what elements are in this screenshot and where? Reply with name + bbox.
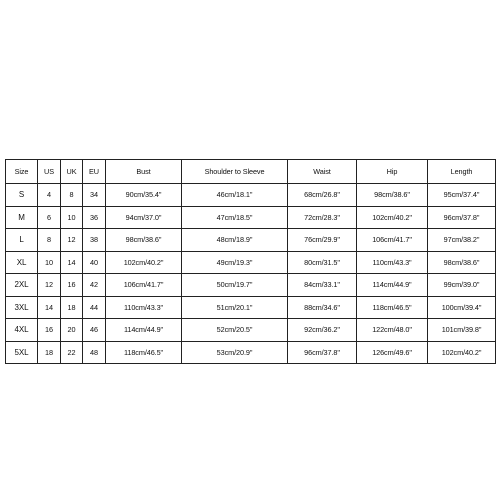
cell-waist: 96cm/37.8" <box>288 341 357 364</box>
cell-length: 100cm/39.4" <box>428 296 496 319</box>
cell-shoulder-to-sleeve: 47cm/18.5" <box>182 206 288 229</box>
cell-waist: 88cm/34.6" <box>288 296 357 319</box>
table-row <box>6 319 496 342</box>
cell-eu: 40 <box>83 251 106 274</box>
cell-bust: 106cm/41.7" <box>106 274 182 297</box>
cell-waist: 92cm/36.2" <box>288 319 357 342</box>
table-row <box>6 296 496 319</box>
cell-waist: 80cm/31.5" <box>288 251 357 274</box>
cell-eu: 44 <box>83 296 106 319</box>
header-us: US <box>38 160 61 184</box>
cell-size: 5XL <box>6 341 38 364</box>
table-row <box>6 274 496 297</box>
cell-uk: 8 <box>61 184 83 207</box>
cell-us: 8 <box>38 229 61 252</box>
cell-uk: 20 <box>61 319 83 342</box>
header-shoulder-to-sleeve: Shoulder to Sleeve <box>182 160 288 184</box>
cell-bust: 90cm/35.4" <box>106 184 182 207</box>
cell-size: 3XL <box>6 296 38 319</box>
cell-uk: 12 <box>61 229 83 252</box>
cell-us: 18 <box>38 341 61 364</box>
cell-bust: 98cm/38.6" <box>106 229 182 252</box>
cell-us: 16 <box>38 319 61 342</box>
cell-uk: 22 <box>61 341 83 364</box>
cell-shoulder-to-sleeve: 52cm/20.5" <box>182 319 288 342</box>
table-row <box>6 341 496 364</box>
header-uk: UK <box>61 160 83 184</box>
cell-uk: 14 <box>61 251 83 274</box>
cell-us: 10 <box>38 251 61 274</box>
cell-shoulder-to-sleeve: 46cm/18.1" <box>182 184 288 207</box>
cell-uk: 10 <box>61 206 83 229</box>
cell-length: 101cm/39.8" <box>428 319 496 342</box>
cell-uk: 18 <box>61 296 83 319</box>
cell-shoulder-to-sleeve: 53cm/20.9" <box>182 341 288 364</box>
size-rows <box>6 184 496 364</box>
cell-bust: 118cm/46.5" <box>106 341 182 364</box>
size-chart-table <box>5 159 496 364</box>
table-row <box>6 251 496 274</box>
cell-hip: 118cm/46.5" <box>357 296 428 319</box>
cell-us: 14 <box>38 296 61 319</box>
cell-length: 102cm/40.2" <box>428 341 496 364</box>
cell-shoulder-to-sleeve: 50cm/19.7" <box>182 274 288 297</box>
cell-bust: 114cm/44.9" <box>106 319 182 342</box>
cell-eu: 48 <box>83 341 106 364</box>
cell-waist: 68cm/26.8" <box>288 184 357 207</box>
cell-eu: 46 <box>83 319 106 342</box>
cell-eu: 42 <box>83 274 106 297</box>
cell-hip: 114cm/44.9" <box>357 274 428 297</box>
cell-size: L <box>6 229 38 252</box>
cell-hip: 102cm/40.2" <box>357 206 428 229</box>
cell-uk: 16 <box>61 274 83 297</box>
cell-size: 4XL <box>6 319 38 342</box>
cell-shoulder-to-sleeve: 49cm/19.3" <box>182 251 288 274</box>
cell-bust: 94cm/37.0" <box>106 206 182 229</box>
header-bust: Bust <box>106 160 182 184</box>
cell-shoulder-to-sleeve: 48cm/18.9" <box>182 229 288 252</box>
cell-hip: 106cm/41.7" <box>357 229 428 252</box>
cell-size: S <box>6 184 38 207</box>
cell-size: XL <box>6 251 38 274</box>
header-waist: Waist <box>288 160 357 184</box>
cell-hip: 110cm/43.3" <box>357 251 428 274</box>
cell-length: 95cm/37.4" <box>428 184 496 207</box>
header-eu: EU <box>83 160 106 184</box>
cell-eu: 36 <box>83 206 106 229</box>
cell-hip: 122cm/48.0" <box>357 319 428 342</box>
cell-size: 2XL <box>6 274 38 297</box>
cell-size: M <box>6 206 38 229</box>
table-row <box>6 184 496 207</box>
cell-length: 96cm/37.8" <box>428 206 496 229</box>
cell-us: 6 <box>38 206 61 229</box>
cell-length: 97cm/38.2" <box>428 229 496 252</box>
cell-eu: 38 <box>83 229 106 252</box>
header-hip: Hip <box>357 160 428 184</box>
header-size: Size <box>6 160 38 184</box>
header-row <box>6 160 496 184</box>
table-row <box>6 206 496 229</box>
cell-bust: 102cm/40.2" <box>106 251 182 274</box>
cell-length: 98cm/38.6" <box>428 251 496 274</box>
cell-waist: 72cm/28.3" <box>288 206 357 229</box>
header-length: Length <box>428 160 496 184</box>
cell-waist: 84cm/33.1" <box>288 274 357 297</box>
cell-hip: 126cm/49.6" <box>357 341 428 364</box>
cell-waist: 76cm/29.9" <box>288 229 357 252</box>
cell-hip: 98cm/38.6" <box>357 184 428 207</box>
cell-eu: 34 <box>83 184 106 207</box>
cell-us: 12 <box>38 274 61 297</box>
cell-length: 99cm/39.0" <box>428 274 496 297</box>
cell-shoulder-to-sleeve: 51cm/20.1" <box>182 296 288 319</box>
cell-bust: 110cm/43.3" <box>106 296 182 319</box>
table-row <box>6 229 496 252</box>
cell-us: 4 <box>38 184 61 207</box>
